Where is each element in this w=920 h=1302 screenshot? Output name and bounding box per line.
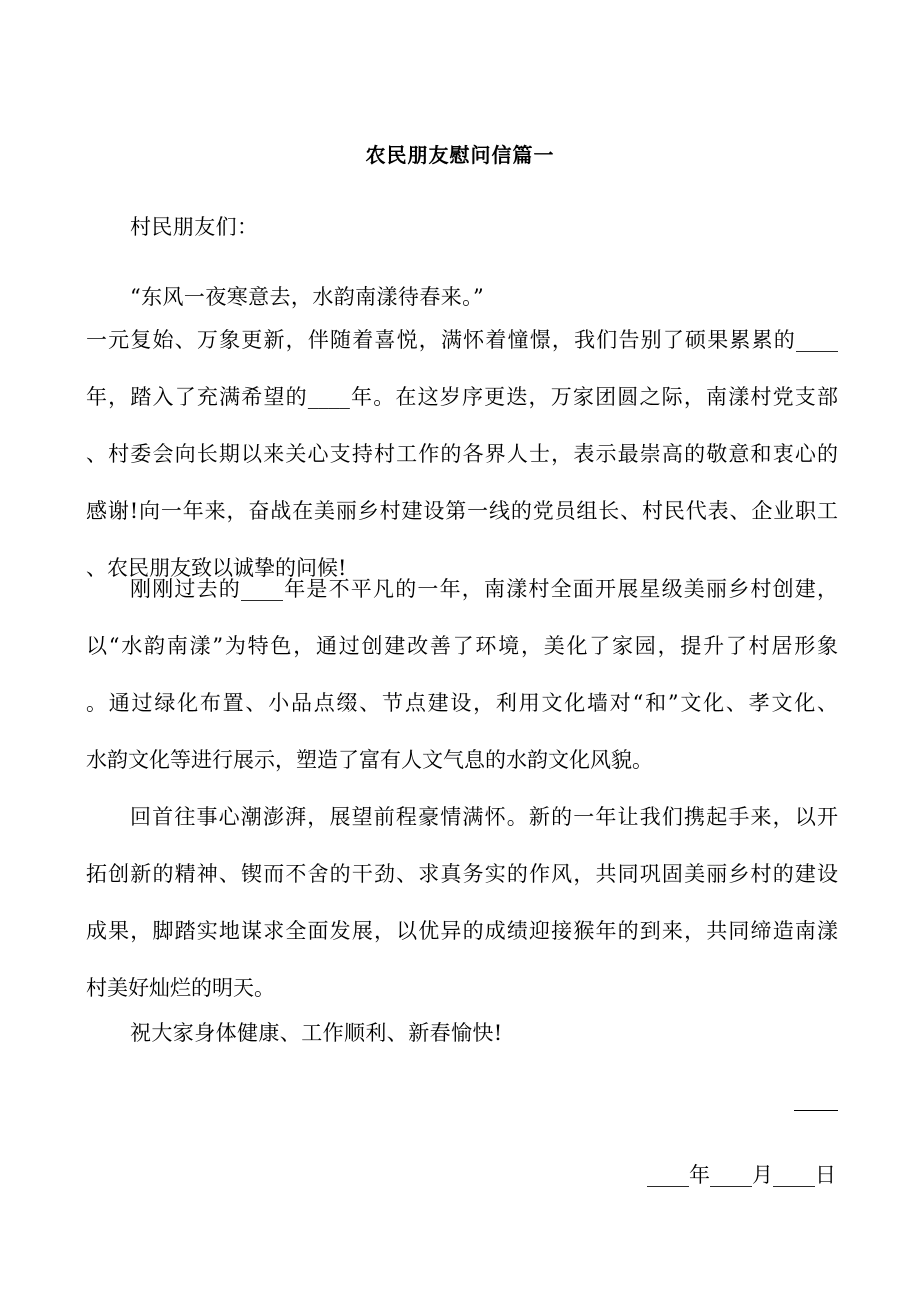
greeting: 村民朋友们：: [130, 215, 259, 239]
paragraph-line: 、村委会向长期以来关心支持村工作的各界人士，表示最崇高的敬意和衷心的: [86, 442, 838, 466]
paragraph-line: 水韵文化等进行展示，塑造了富有人文气息的水韵文化风貌。: [86, 748, 653, 772]
paragraph-line: 年，踏入了充满希望的____年。在这岁序更迭，万家团圆之际，南漾村党支部: [86, 385, 838, 409]
paragraph-3: [86, 789, 838, 1017]
letter-title: 农民朋友慰问信篇一: [365, 143, 555, 167]
paragraph-line: 。通过绿化布置、小品点缀、节点建设，利用文化墙对“和”文化、孝文化、: [86, 691, 838, 715]
date-blank: ____年____月____日: [647, 1163, 836, 1187]
paragraph-line: 拓创新的精神、锲而不舍的干劲、求真务实的作风，共同巩固美丽乡村的建设: [86, 862, 838, 886]
signature-blank: [794, 1110, 838, 1111]
paragraph-line: 一元复始、万象更新，伴随着喜悦，满怀着憧憬，我们告别了硕果累累的____: [86, 328, 838, 352]
paragraph-line: 以“水韵南漾”为特色，通过创建改善了环境，美化了家园，提升了村居形象: [86, 634, 838, 658]
paragraph-line: 、农民朋友致以诚挚的问候!: [86, 556, 347, 580]
paragraph-line: 刚刚过去的____年是不平凡的一年，南漾村全面开展星级美丽乡村创建，: [130, 577, 838, 601]
paragraph-2: [86, 561, 838, 789]
opening-quote: “东风一夜寒意去，水韵南漾待春来。”: [130, 285, 485, 309]
closing-wish: 祝大家身体健康、工作顺利、新春愉快!: [130, 1021, 503, 1045]
paragraph-line: 回首往事心潮澎湃，展望前程豪情满怀。新的一年让我们携起手来，以开: [130, 805, 838, 829]
paragraph-1: [86, 312, 838, 597]
paragraph-line: 感谢!向一年来，奋战在美丽乡村建设第一线的党员组长、村民代表、企业职工: [86, 499, 838, 523]
paragraph-line: 成果，脚踏实地谋求全面发展，以优异的成绩迎接猴年的到来，共同缔造南漾: [86, 919, 838, 943]
paragraph-line: 村美好灿烂的明天。: [86, 976, 275, 1000]
